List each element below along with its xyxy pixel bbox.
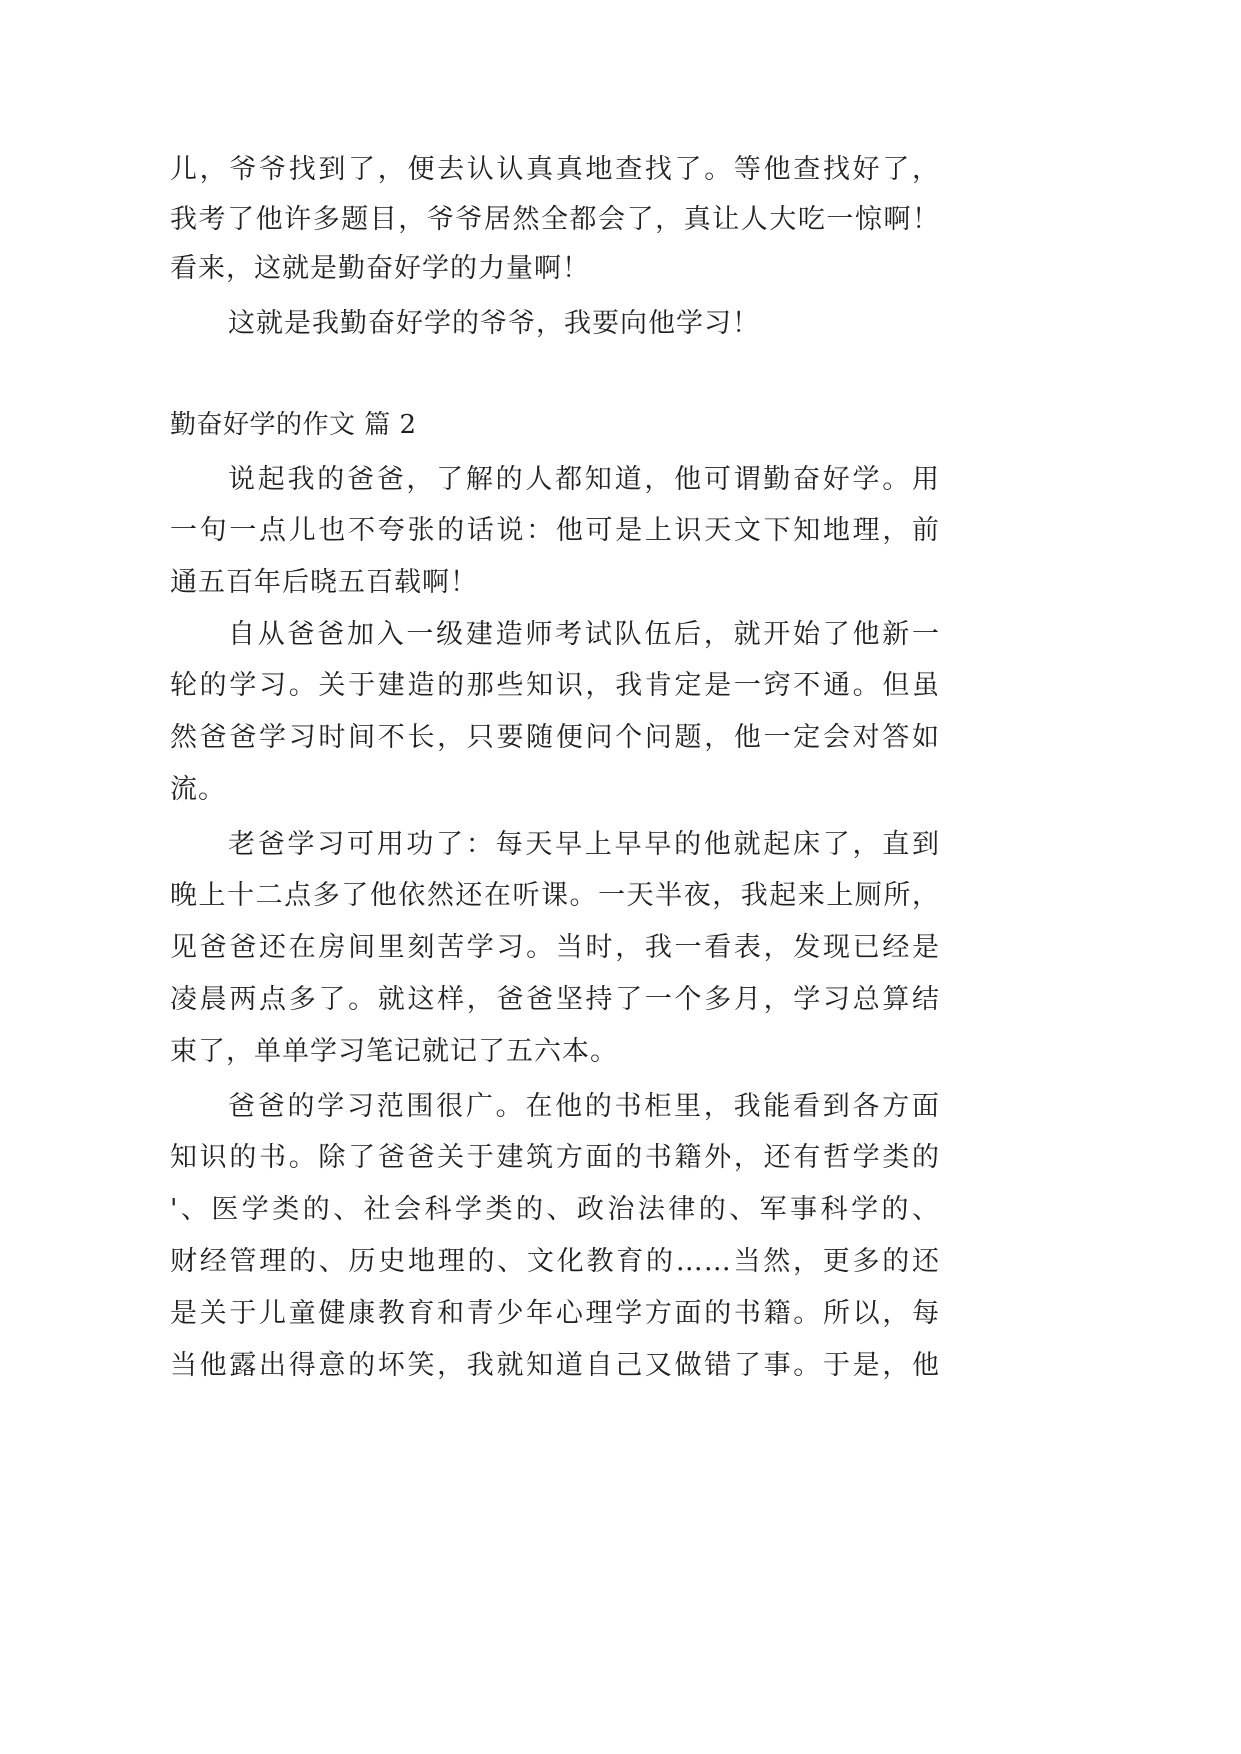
paragraph3-line-3: 见爸爸还在房间里刻苦学习。当时，我一看表，发现已经是 — [170, 932, 940, 963]
paragraph4-line-1: 爸爸的学习范围很广。在他的书柜里，我能看到各方面 — [228, 1091, 940, 1122]
paragraph3-line-5: 束了，单单学习笔记就记了五六本。 — [170, 1036, 618, 1067]
intro-line-2: 我考了他许多题目，爷爷居然全都会了，真让人大吃一惊啊！ — [170, 204, 940, 235]
intro-line-3: 看来，这就是勤奋好学的力量啊！ — [170, 253, 590, 284]
paragraph3-line-1: 老爸学习可用功了：每天早上早早的他就起床了，直到 — [228, 829, 940, 860]
paragraph2-line-3: 然爸爸学习时间不长，只要随便问个问题，他一定会对答如 — [170, 722, 940, 753]
closing-line: 这就是我勤奋好学的爷爷，我要向他学习！ — [228, 308, 760, 339]
paragraph1-line-2: 一句一点儿也不夸张的话说：他可是上识天文下知地理，前 — [170, 515, 940, 546]
paragraph1-line-1: 说起我的爸爸，了解的人都知道，他可谓勤奋好学。用 — [228, 464, 940, 495]
paragraph2-line-2: 轮的学习。关于建造的那些知识，我肯定是一窍不通。但虽 — [170, 670, 940, 701]
intro-line-1: 儿，爷爷找到了，便去认认真真地查找了。等他查找好了， — [170, 154, 940, 185]
paragraph3-line-2: 晚上十二点多了他依然还在听课。一天半夜，我起来上厕所， — [170, 880, 940, 911]
paragraph4-line-6: 当他露出得意的坏笑，我就知道自己又做错了事。于是，他 — [170, 1350, 940, 1381]
paragraph3-line-4: 凌晨两点多了。就这样，爸爸坚持了一个多月，学习总算结 — [170, 984, 940, 1015]
paragraph2-line-1: 自从爸爸加入一级建造师考试队伍后，就开始了他新一 — [228, 619, 940, 650]
paragraph4-line-3: '、医学类的、社会科学类的、政治法律的、军事科学的、 — [170, 1194, 940, 1225]
paragraph1-line-3: 通五百年后晓五百载啊！ — [170, 567, 478, 598]
paragraph4-line-2: 知识的书。除了爸爸关于建筑方面的书籍外，还有哲学类的 — [170, 1142, 940, 1173]
paragraph4-line-5: 是关于儿童健康教育和青少年心理学方面的书籍。所以，每 — [170, 1298, 940, 1329]
section-heading: 勤奋好学的作文 篇 2 — [170, 410, 417, 440]
paragraph4-line-4: 财经管理的、历史地理的、文化教育的……当然，更多的还 — [170, 1246, 940, 1277]
paragraph2-line-4: 流。 — [170, 774, 226, 805]
